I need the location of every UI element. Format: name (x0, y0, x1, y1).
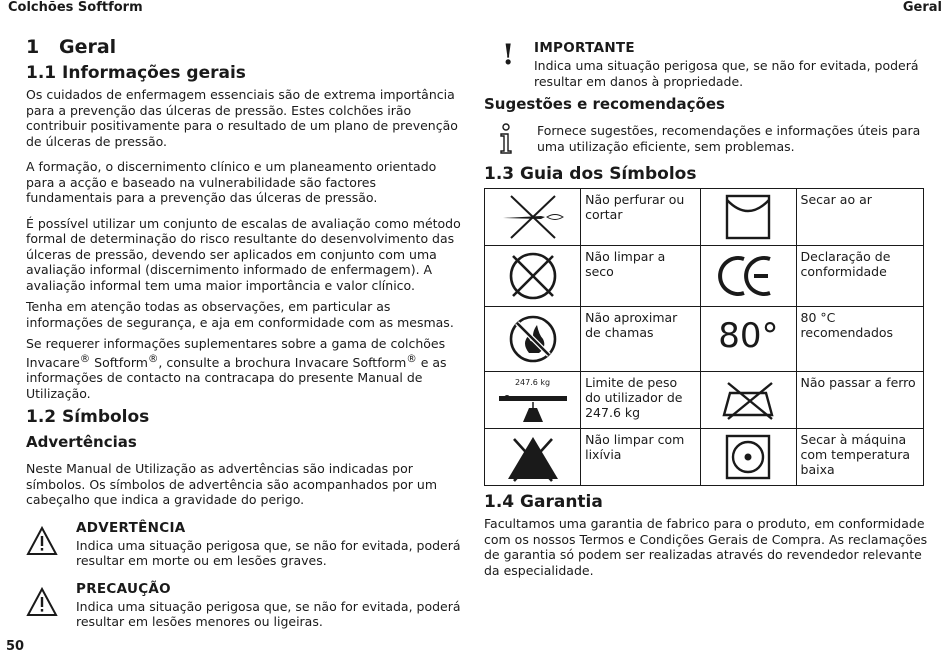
table-row (485, 307, 924, 372)
symbol-guide-table (484, 188, 924, 486)
symbol-label: Limite de peso do utilizador de 247.6 kg (581, 372, 701, 429)
paragraph-1: Os cuidados de enfermagem essenciais são de extrema importância para a prevenção das úlceras de pressão. Estes colchões irão contribuir positivamente para o resultado de um plano de prevenção de úlceras de pressão. (26, 87, 458, 149)
registered-mark: ® (79, 352, 91, 365)
symbol-cell (701, 429, 796, 486)
brochure-text-mid: Softform (90, 354, 148, 370)
weight-limit-label: 247.6 kg (514, 377, 551, 387)
section-1-number: 1 (26, 36, 40, 58)
no-pierce-cut-icon (493, 192, 573, 242)
warning-block (26, 520, 466, 569)
section-1-heading (26, 36, 466, 58)
paragraph-4: Tenha em atenção todas as observações, em particular as informações de segurança, e aja em conformidade com as mesmas. (26, 299, 454, 330)
page-number: 50 (6, 639, 25, 654)
section-1-1-heading: 1.1 Informações gerais (26, 63, 246, 83)
caution-triangle-icon (26, 587, 58, 617)
caution-text: Indica uma situação perigosa que, se não for evitada, poderá resultar em lesões menores ou ligeiras. (76, 598, 461, 630)
symbol-cell (485, 307, 581, 372)
right-column (484, 40, 930, 584)
no-bleach-icon (504, 431, 562, 483)
symbol-label: Não perfurar ou cortar (581, 189, 701, 246)
section-1-4-heading: 1.4 Garantia (484, 492, 603, 512)
symbol-cell (485, 189, 581, 246)
table-row (485, 429, 924, 486)
brochure-text-end: e as informações de contacto na contracapa do presente Manual de Utilização. (26, 354, 447, 401)
symbol-label: Secar ao ar (796, 189, 923, 246)
no-dry-clean-icon (505, 248, 561, 304)
header-left: Colchões Softform (8, 0, 143, 15)
dry-flat-icon (723, 192, 773, 242)
caution-title: PRECAUÇÃO (76, 580, 171, 597)
header-right: Geral (902, 0, 942, 15)
warning-title: ADVERTÊNCIA (76, 519, 186, 536)
warning-text: Indica uma situação perigosa que, se não for evitada, poderá resultar em morte ou em lesões graves. (76, 537, 461, 569)
important-text: Indica uma situação perigosa que, se não for evitada, poderá resultar em danos à propriedade. (534, 58, 919, 89)
brochure-text-pre: Se requerer informações suplementares sobre a gama de colchões Invacare (26, 336, 446, 370)
symbol-label: Declaração de conformidade (796, 246, 923, 307)
symbol-cell (485, 429, 581, 486)
info-icon (494, 123, 518, 155)
brochure-text-post: , consulte a brochura Invacare Softform (158, 354, 407, 370)
symbol-cell (701, 189, 796, 246)
no-open-flame-icon (507, 313, 559, 365)
weight-limit-icon (493, 390, 573, 426)
symbol-cell (701, 372, 796, 429)
advertencias-heading: Advertências (26, 433, 137, 452)
table-row (485, 189, 924, 246)
paragraph-2: A formação, o discernimento clínico e um planeamento orientado para a acção e baseado na vulnerabilidade são factores fundamentais para a prevenção das úlceras de pressão. (26, 159, 437, 205)
section-1-title: Geral (59, 36, 117, 58)
registered-mark: ® (406, 352, 417, 365)
warranty-text: Facultamos uma garantia de fabrico para o produto, em conformidade com os nossos Termos e Condições Gerais de Compra. As reclamações de garantia só podem ser realizadas através do revendedor relevante da especialidade. (484, 516, 928, 578)
registered-mark: ® (147, 352, 159, 365)
paragraph-3: É possível utilizar um conjunto de escalas de avaliação como método formal de determinação do risco resultante do desenvolvimento das úlceras de pressão, devendo ser aplicados em conjunto com uma avaliação informal (discernimento informado de enfermagem). A avaliação informal tem uma maior importância e valor clínico. (26, 215, 461, 293)
paragraph-brochure (26, 336, 466, 401)
tips-text: Fornece sugestões, recomendações e informações úteis para uma utilização eficiente, sem problemas. (537, 123, 921, 154)
important-title: IMPORTANTE (534, 40, 635, 56)
exclamation-icon: ! (502, 38, 515, 71)
symbol-label: Não limpar a seco (581, 246, 701, 307)
symbol-cell (485, 372, 581, 429)
ce-mark-icon (718, 253, 778, 299)
symbol-label: Não passar a ferro (796, 372, 923, 429)
table-row (485, 372, 924, 429)
symbol-label: Secar à máquina com temperatura baixa (796, 429, 923, 486)
table-row (485, 246, 924, 307)
symbol-label: Não limpar com lixívia (581, 429, 701, 486)
section-1-3-heading: 1.3 Guia dos Símbolos (484, 164, 697, 184)
caution-block (26, 581, 466, 630)
section-1-2-heading: 1.2 Símbolos (26, 407, 150, 428)
no-iron-icon (716, 377, 780, 423)
symbol-cell (485, 246, 581, 307)
symbol-label: Não aproximar de chamas (581, 307, 701, 372)
symbol-cell (701, 307, 796, 372)
symbol-label: 80 °C recomendados (796, 307, 923, 372)
left-column (26, 36, 466, 638)
tumble-dry-low-icon (723, 432, 773, 482)
temperature-80-icon: 80° (718, 315, 779, 356)
symbol-cell (701, 246, 796, 307)
tips-block (484, 123, 930, 154)
important-block (484, 40, 930, 89)
tips-heading: Sugestões e recomendações (484, 95, 725, 113)
advertencias-text: Neste Manual de Utilização as advertências são indicadas por símbolos. Os símbolos de advertência são acompanhados por um cabeçalho que indica a gravidade do perigo. (26, 461, 438, 508)
warning-triangle-icon (26, 526, 58, 556)
